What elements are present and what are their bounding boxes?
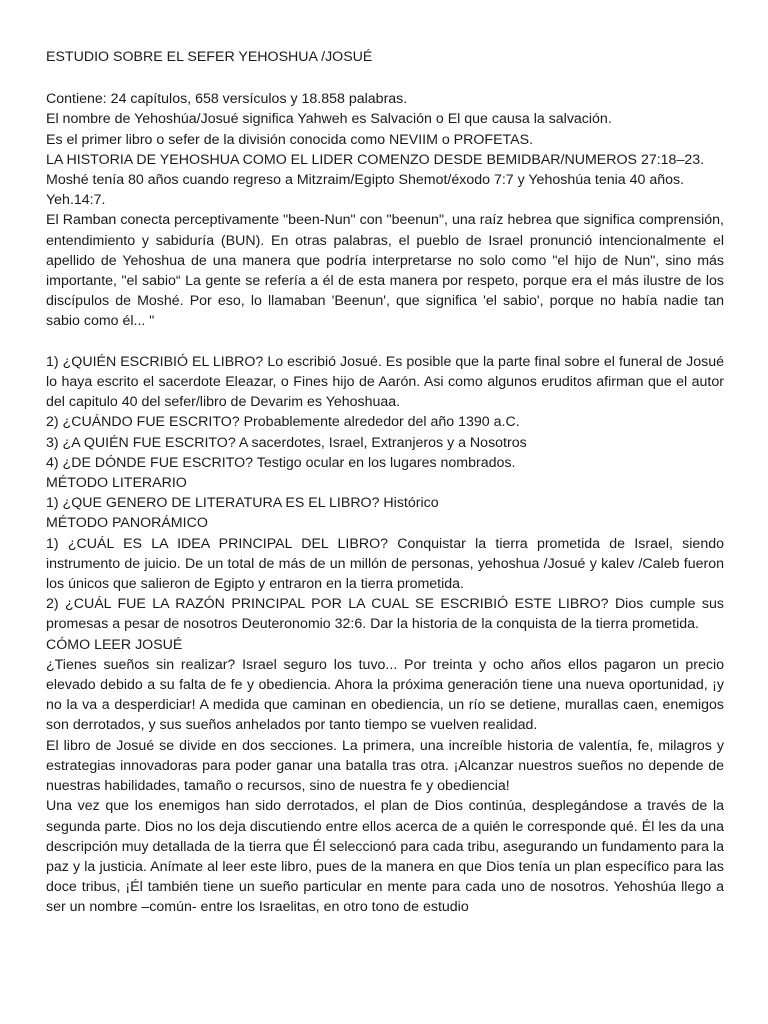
spacer — [46, 67, 724, 89]
como-leer-heading: CÓMO LEER JOSUÉ — [46, 636, 183, 653]
metodo-panoramico-item-1: 1) ¿CUÁL ES LA IDEA PRINCIPAL DEL LIBRO? Conquistar la tierra prometida de Israel, siendo instrumento de juicio. De un total de más de un millón de personas, yehoshua /Josué y kalev /Caleb fueron los únicos que salieron de Egipto y entraron en la tierra prometida. — [46, 535, 724, 593]
ramban-paragraph: El Ramban conecta perceptivamente "been-Nun" con "beenun", una raíz hebrea que significa comprensión, entendimiento y sabiduría (BUN). En otras palabras, el pueblo de Israel pronunció intencionalmente el apellido de Yehoshua de una manera que podría interpretarse no solo como "el hijo de Nun", sino más importante, "el sabio“ La gente se refería a él de esta manera por respeto, porque era el más ilustre de los discípulos de Moshé. Por eso, lo llamaban 'Beenun', que significa 'el sabio', porque no había nadie tan sabio como él... " — [46, 212, 724, 330]
question-to-whom: 3) ¿A QUIÉN FUE ESCRITO? A sacerdotes, Israel, Extranjeros y a Nosotros — [46, 434, 527, 451]
metodo-panoramico-item-2: 2) ¿CUÁL FUE LA RAZÓN PRINCIPAL POR LA CUAL SE ESCRIBIÓ ESTE LIBRO? Dios cumple sus promesas a pesar de nosotros Deuteronomio 32:6. Dar la historia de la conquista de la tierra prometida. — [46, 596, 724, 633]
metodo-literario-heading: MÉTODO LITERARIO — [46, 475, 187, 492]
como-leer-paragraph-2: El libro de Josué se divide en dos secciones. La primera, una increíble historia de valentía, fe, milagros y estrategias innovadoras para poder ganar una batalla tras otra. ¡Alcanzar nuestros sueños no depende de nuestras habilidades, tamaño o recursos, sino de nuestra fe y obediencia! — [46, 737, 724, 795]
como-leer-paragraph-3: Una vez que los enemigos han sido derrotados, el plan de Dios continúa, desplegándose a través de la segunda parte. Dios no los deja discutiendo entre ellos acerca de a quién le corresponde qué. Él les da una descripción muy detallada de la tierra que Él seleccionó para cada tribu, asegurando un fundamento para la paz y la justicia. Anímate al leer este libro, pues de la manera en que Dios tenía un plan específico para las doce tribus, ¡Él también tiene un sueño particular en mente para cada uno de nosotros. Yehoshúa llego a ser un nombre –común- entre los Israelitas, en otro tono de estudio — [46, 798, 724, 916]
intro-line-3: Es el primer libro o sefer de la división conocida como NEVIIM o PROFETAS. — [46, 131, 534, 148]
question-when-written: 2) ¿CUÁNDO FUE ESCRITO? Probablemente alrededor del año 1390 a.C. — [46, 414, 520, 431]
intro-line-2: El nombre de Yehoshúa/Josué significa Yahweh es Salvación o El que causa la salvación. — [46, 111, 612, 128]
intro-line-5: Moshé tenía 80 años cuando regreso a Mitzraim/Egipto Shemot/éxodo 7:7 y Yehoshúa tenia 40 años. Yeh.14:7. — [46, 172, 685, 209]
question-who-wrote: 1) ¿QUIÉN ESCRIBIÓ EL LIBRO? Lo escribió Josué. Es posible que la parte final sobre el funeral de Josué lo haya escrito el sacerdote Eleazar, o Fines hijo de Aarón. Asi como algunos eruditos afirman que el autor del capitulo 40 del sefer/libro de Devarim es Yehoshuaa. — [46, 353, 724, 411]
metodo-panoramico-heading: MÉTODO PANORÁMICO — [46, 515, 208, 532]
como-leer-paragraph-1: ¿Tienes sueños sin realizar? Israel seguro los tuvo... Por treinta y ocho años ellos pagaron un precio elevado debido a su falta de fe y obediencia. Ahora la próxima generación tiene una nueva oportunidad, ¡y no la va a desperdiciar! A medida que caminan en obediencia, un río se detiene, murallas caen, enemigos son derrotados, y sus sueños anhelados por tanto tiempo se vuelven realidad. — [46, 656, 724, 734]
document-title: ESTUDIO SOBRE EL SEFER YEHOSHUA /JOSUÉ — [46, 49, 373, 65]
metodo-literario-item: 1) ¿QUE GENERO DE LITERATURA ES EL LIBRO? Histórico — [46, 495, 439, 512]
spacer — [46, 332, 724, 352]
intro-line-1: Contiene: 24 capítulos, 658 versículos y 18.858 palabras. — [46, 91, 408, 108]
intro-line-4: LA HISTORIA DE YEHOSHUA COMO EL LIDER COMENZO DESDE BEMIDBAR/NUMEROS 27:18–23. — [46, 151, 705, 168]
question-from-where: 4) ¿DE DÓNDE FUE ESCRITO? Testigo ocular en los lugares nombrados. — [46, 454, 516, 471]
